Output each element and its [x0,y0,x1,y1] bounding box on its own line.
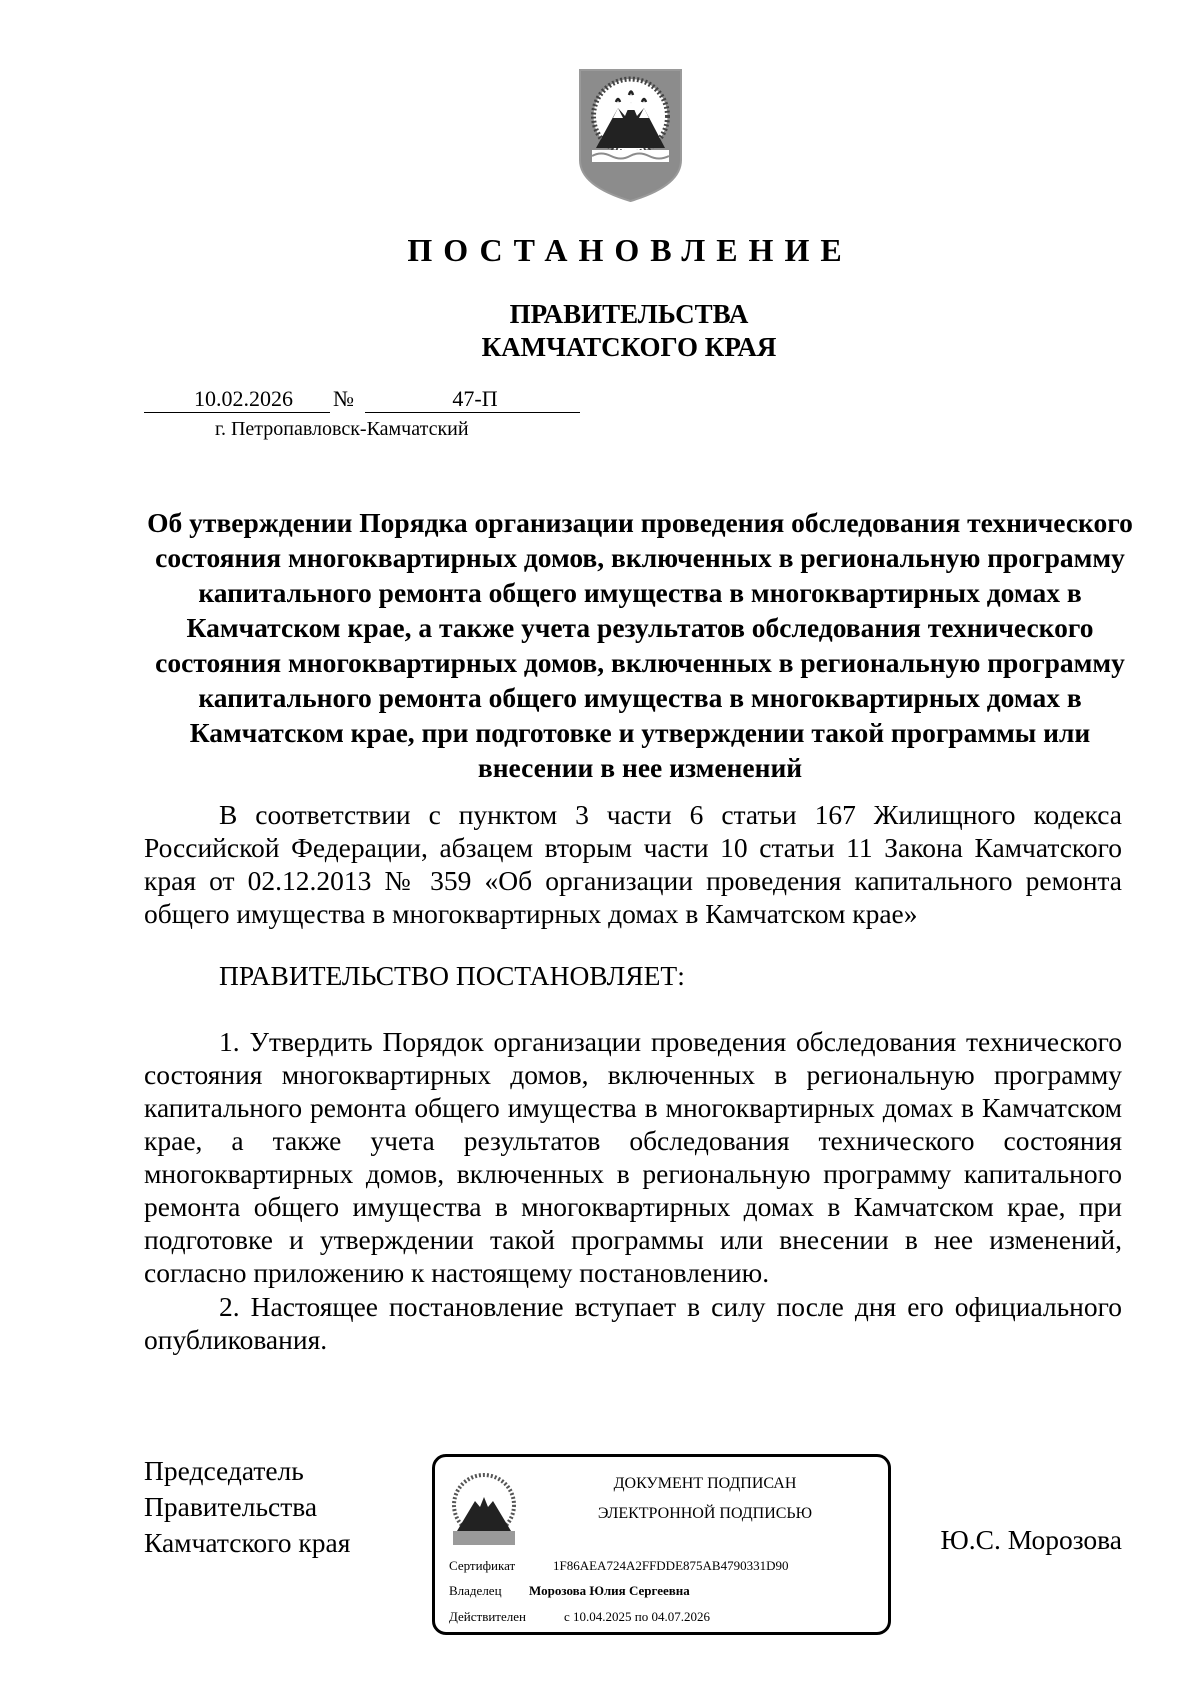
stamp-validity-row [449,1609,710,1625]
document-subject: Об утверждении Порядка организации проведения обследования технического состояния многоквартирных домов, включенных в региональную программу капитального ремонта общего имущества в многоквартирных домах в Камчатском крае, а также учета результатов обследования технического состояния многоквартирных домов, включенных в региональную программу капитального ремонта общего имущества в многоквартирных домах в Камчатском крае, при подготовке и утверждении такой программы или внесении в нее изменений [147,507,1133,783]
authority-line-1: ПРАВИТЕЛЬСТВА [509,299,749,329]
signer-position-line-1: Председатель [144,1455,304,1486]
stamp-title [535,1469,875,1529]
signer-position [144,1453,350,1561]
document-number: 47-П [452,386,498,411]
certificate-label: Сертификат [449,1558,516,1573]
e-signature-stamp [432,1454,891,1635]
stamp-certificate-row [449,1558,789,1574]
number-sign: № [333,386,354,411]
decree-heading: ПРАВИТЕЛЬСТВО ПОСТАНОВЛЯЕТ: [219,960,685,991]
document-date: 10.02.2026 [194,386,293,411]
stamp-title-line-1: ДОКУМЕНТ ПОДПИСАН [613,1475,797,1492]
number-underline [365,412,580,413]
validity-label: Действителен [449,1609,526,1624]
certificate-value: 1F86AEA724A2FFDDE875AB4790331D90 [553,1558,789,1573]
owner-value: Морозова Юлия Сергеевна [529,1583,690,1598]
item-1-paragraph: 1. Утвердить Порядок организации проведения обследования технического состояния многоквартирных домов, включенных в региональную программу капитального ремонта общего имущества в многоквартирных домах в Камчатском крае, а также учета результатов обследования технического состояния многоквартирных домов, включенных в региональную программу капитального ремонта общего имущества в многоквартирных домах в Камчатском крае, при подготовке и утверждении такой программы или внесении в нее изменений, согласно приложению к настоящему постановлению. [144,1026,1122,1288]
stamp-emblem-icon [449,1469,519,1547]
document-type: ПОСТАНОВЛЕНИЕ [407,232,853,268]
document-city: г. Петропавловск-Камчатский [215,418,469,440]
stamp-owner-row [449,1583,690,1599]
item-2-paragraph: 2. Настоящее постановление вступает в силу после дня его официального опубликования. [144,1291,1122,1355]
signer-name: Ю.С. Морозова [940,1524,1122,1555]
signer-position-line-2: Правительства [144,1491,318,1522]
issuing-authority [0,298,1200,364]
signer-position-line-3: Камчатского края [144,1527,351,1558]
owner-label: Владелец [449,1583,502,1598]
date-underline [144,412,330,413]
preamble-paragraph: В соответствии с пунктом 3 части 6 статьи 167 Жилищного кодекса Российской Федерации, абзацем вторым части 10 статьи 11 Закона Камчатского края от 02.12.2013 № 359 «Об организации проведения капитального ремонта общего имущества в многоквартирных домах в Камчатском крае» [144,799,1122,929]
authority-line-2: КАМЧАТСКОГО КРАЯ [481,332,777,362]
coat-of-arms-icon [578,68,683,203]
validity-value: с 10.04.2025 по 04.07.2026 [564,1609,710,1624]
stamp-title-line-2: ЭЛЕКТРОННОЙ ПОДПИСЬЮ [597,1505,813,1522]
